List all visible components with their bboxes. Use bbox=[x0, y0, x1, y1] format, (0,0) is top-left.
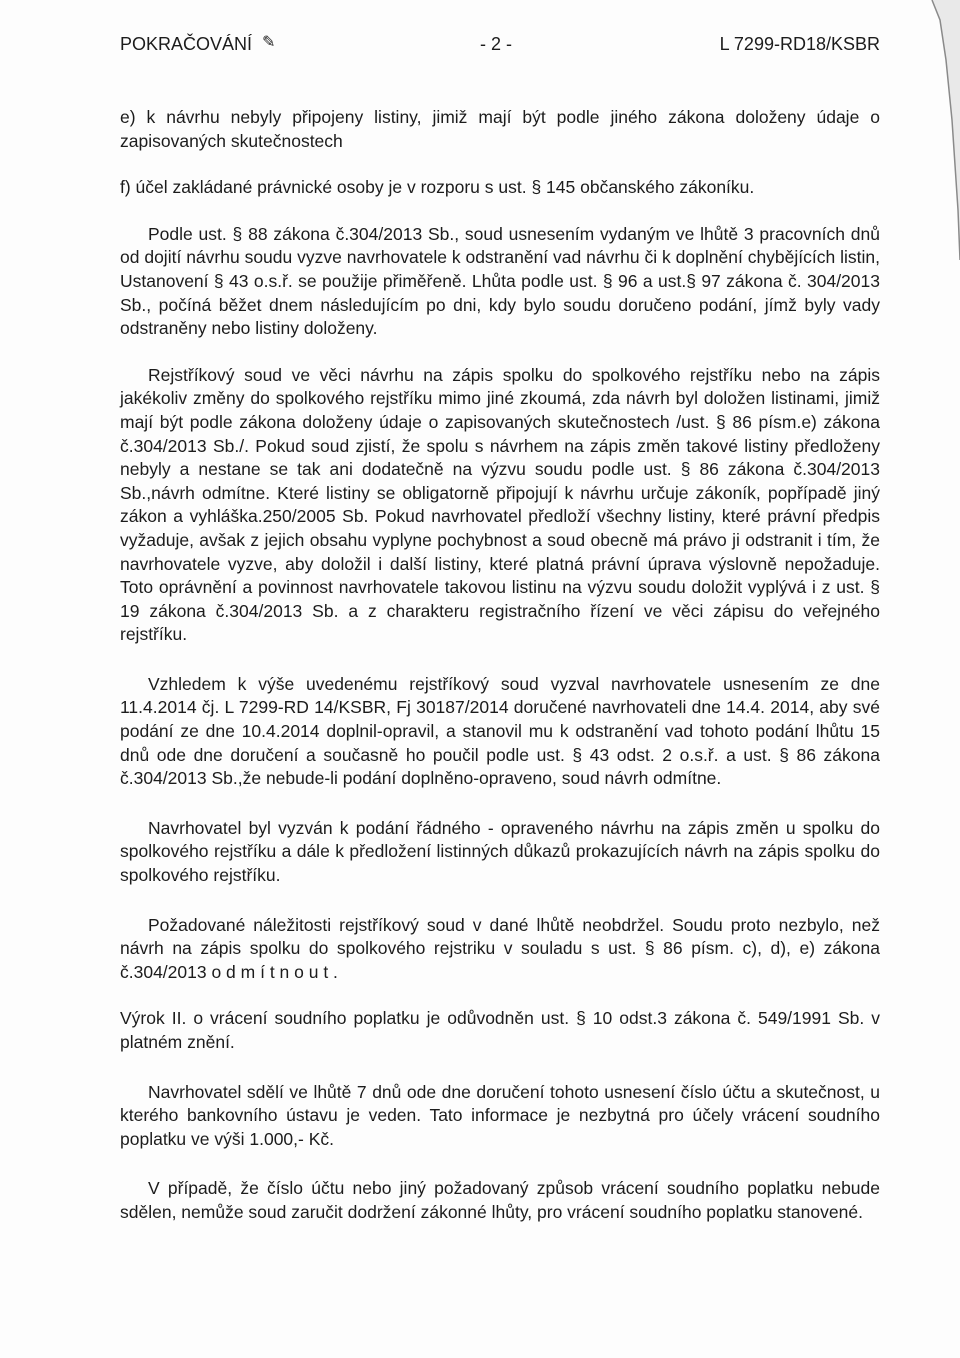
paragraph-court-request: Vzhledem k výše uvedenému rejstříkový soud vyzval navrhovatele usnesením ze dne 11.4.2014 čj. L 7299-RD 14/KSBR, Fj 30187/2014 doručené navrhovateli dne 14.4. 2014, aby své podání ze dne 10.4.2014 doplnil-opravil, a stanovil mu k odstranění vad tohoto podání lhůtu 15 dnů ode dne doručení a současně ho poučil podle ust. § 43 odst. 2 o.s.ř. a ust. § 86 zákona č.304/2013 Sb.,že nebude-li podání doplněno-opraveno, soud návrh odmítne. bbox=[120, 673, 880, 789]
paragraph-petitioner-called: Navrhovatel byl vyzván k podání řádného - opraveného návrhu na zápis změn u spolku do spolkového rejstříku a dále k předložení listinných důkazů prokazujících návrh na zápis spolku do spolkového rejstříku. bbox=[120, 817, 880, 886]
paragraph-refund-warning: V případě, že číslo účtu nebo jiný požadovaný způsob vrácení soudního poplatku nebude sdělen, nemůže soud zaručit dodržení zákonné lhůty, pro vrácení soudního poplatku stanovené. bbox=[120, 1178, 880, 1222]
paragraph-account-info: Navrhovatel sdělí ve lhůtě 7 dnů ode dne doručení tohoto usnesení číslo účtu a skutečnost, u kterého bankovního ústavu je veden. Tato informace je nezbytná pro účely vrácení soudního poplatku ve výši 1.000,- Kč. bbox=[120, 1081, 880, 1149]
paragraph-item-f: f) účel zakládané právnické osoby je v rozporu s ust. § 145 občanského zákoníku. bbox=[120, 177, 755, 198]
continuation-label: POKRAČOVÁNÍ bbox=[120, 34, 253, 54]
paragraph-registry-court: Rejstříkový soud ve věci návrhu na zápis spolku do spolkového rejstříku nebo na zápis jakékoliv změny do spolkového rejstříku mimo jiné zkoumá, zda návrh byl doložen listinami, jimiž mají být podle zákona doloženy údaje o zapisovaných skutečnostech /ust. § 86 písm.e) zákona č.304/2013 Sb./. Pokud soud zjistí, že spolu s návrhem na zápis změn takové listiny předloženy nebyly a nestane se tak ani dodatečně na výzvu soudu podle ust. § 86 zákona č.304/2013 Sb.,návrh odmítne. Které listiny se obligatorně připojují k návrhu určuje zákoník, popřípadě jiný zákon a vyhláška.250/2005 Sb. Pokud navrhovatel předloží všechny listiny, které právní předpis vyžaduje, avšak z jejich obsahu vyplyne pochybnost a soud obecně má právo ji odstranit i tím, že navrhovatele vyzve, aby doložil i další listiny, které platná právní úprava výslovně nepožaduje. Toto oprávnění a povinnost navrhovatele takovou listinu na výzvu soudu doložit vyplývá i z ust. § 19 zákona č.304/2013 Sb. a z charakteru registračního řízení ve věci zápisu do veřejného rejstříku. bbox=[120, 364, 880, 645]
case-reference: L 7299-RD18/KSBR bbox=[719, 34, 880, 54]
paragraph-legal-basis: Podle ust. § 88 zákona č.304/2013 Sb., soud usnesením vydaným ve lhůtě 3 pracovních dnů od dojití návrhu soudu vyzve navrhovatele k odstranění vad návrhu či k doplnění chybějících listin, Ustanovení § 43 o.s.ř. se použije přiměřeně. Lhůta podle ust. § 96 a ust.§ 97 zákona č. 304/2013 Sb., počíná běžet dnem následujícím po dni, kdy bylo soudu doručeno podání, jímž byly vady odstraněny nebo listiny doloženy. bbox=[120, 223, 880, 339]
paragraph-rejection: Požadované náležitosti rejstříkový soud v dané lhůtě neobdržel. Soudu proto nezbylo, než návrh na zápis spolku do spolkového rejstriku v souladu s ust. § 86 písm. c), d), e) zákona č.304/2013 o d m í t n o u t . bbox=[120, 914, 880, 982]
document-body bbox=[120, 106, 880, 1225]
page-number: - 2 - bbox=[480, 34, 513, 54]
handwritten-mark-icon: ✎ bbox=[262, 34, 276, 51]
page-header bbox=[120, 34, 880, 60]
paragraph-item-e: e) k návrhu nebyly připojeny listiny, jimiž mají být podle jiného zákona doloženy údaje o zapisovaných skutečnostech bbox=[120, 107, 880, 151]
scan-edge-shadow bbox=[880, 0, 960, 260]
paragraph-verdict-ii: Výrok II. o vrácení soudního poplatku je odůvodněn ust. § 10 odst.3 zákona č. 549/1991 Sb. v platném znění. bbox=[120, 1008, 880, 1052]
